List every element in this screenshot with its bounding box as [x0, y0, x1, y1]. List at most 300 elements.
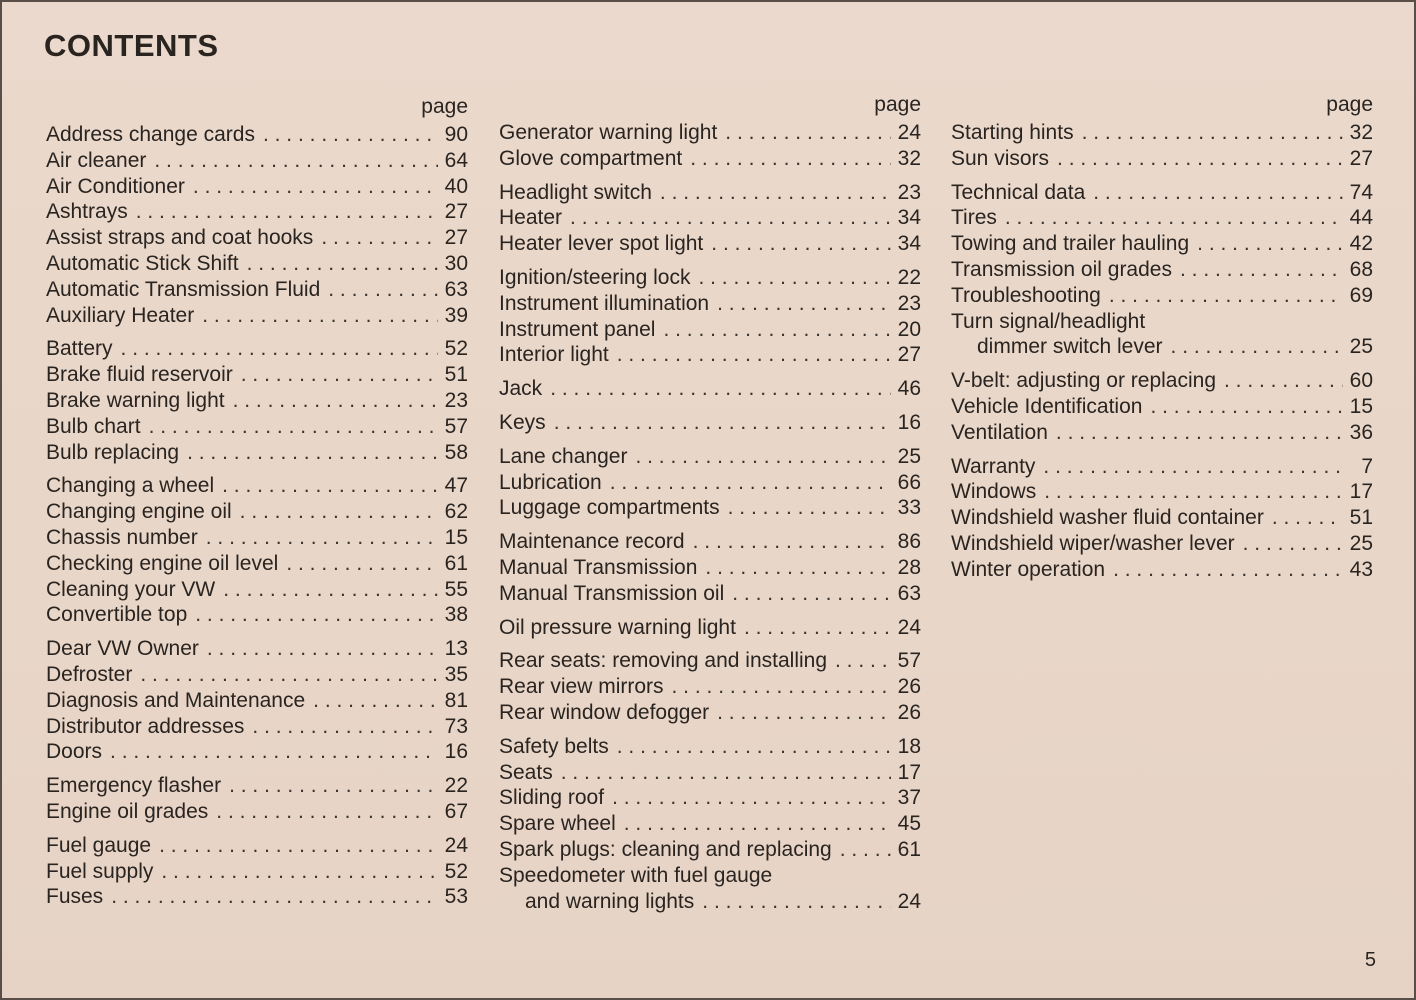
dot-leader	[663, 317, 891, 343]
entry-page: 33	[897, 496, 921, 520]
entry-label: Defroster	[46, 662, 133, 686]
dot-leader	[550, 376, 891, 402]
dot-leader	[561, 760, 891, 786]
index-entry	[499, 231, 921, 257]
entry-label: Rear seats: removing and installing	[499, 649, 828, 673]
index-entry	[46, 714, 468, 740]
index-entry	[499, 444, 921, 470]
entry-label: Windshield washer fluid container	[951, 506, 1264, 530]
index-entry	[951, 120, 1373, 146]
dot-leader	[241, 362, 438, 388]
dot-leader	[193, 174, 438, 200]
dot-leader	[732, 581, 891, 607]
entry-page: 15	[444, 525, 468, 549]
dot-leader	[1093, 180, 1343, 206]
index-entry	[499, 674, 921, 700]
index-entry	[46, 773, 468, 799]
entry-page: 27	[1349, 146, 1373, 170]
index-entry	[951, 257, 1373, 283]
entry-group	[499, 180, 921, 257]
entry-label: Automatic Stick Shift	[46, 251, 239, 275]
entry-page: 22	[444, 774, 468, 798]
index-entry	[499, 837, 921, 863]
index-entry	[951, 368, 1373, 394]
entry-label: Ventilation	[951, 420, 1048, 444]
index-entry	[499, 205, 921, 231]
entry-page: 24	[897, 121, 921, 144]
entry-label: Interior light	[499, 343, 609, 367]
entry-label: Auxiliary Heater	[46, 303, 195, 327]
entry-label: Brake fluid reservoir	[46, 363, 233, 387]
dot-leader	[570, 205, 891, 231]
index-entry	[499, 555, 921, 581]
dot-leader	[159, 833, 438, 859]
dot-leader	[660, 180, 891, 206]
entry-label: Assist straps and coat hooks	[46, 226, 314, 250]
index-entry	[499, 265, 921, 291]
index-entry	[46, 336, 468, 362]
dot-leader	[1056, 420, 1343, 446]
index-entry	[46, 688, 468, 714]
dot-leader	[554, 410, 891, 436]
page-column-header: page	[1326, 93, 1373, 116]
index-entry	[499, 342, 921, 368]
entry-label: V-belt: adjusting or replacing	[951, 369, 1216, 393]
entry-label: Safety belts	[499, 734, 609, 758]
entry-label: Maintenance record	[499, 530, 685, 554]
entry-label: Windows	[951, 480, 1037, 504]
entry-label: Instrument panel	[499, 317, 656, 341]
entry-page: 53	[444, 885, 468, 909]
entry-group	[499, 648, 921, 725]
index-entry	[951, 557, 1373, 583]
entry-label: Air Conditioner	[46, 174, 185, 198]
entry-page: 17	[1349, 480, 1373, 504]
contents-column-2	[499, 92, 921, 922]
index-entry	[46, 440, 468, 466]
entry-page: 52	[444, 337, 468, 361]
entry-page: 51	[1349, 506, 1373, 530]
entry-page: 51	[444, 363, 468, 387]
entry-page: 60	[1349, 369, 1373, 393]
page-column-header: page	[874, 93, 921, 116]
entry-label: Vehicle Identification	[951, 394, 1143, 418]
index-entry	[46, 148, 468, 174]
dot-leader	[1082, 120, 1343, 146]
entry-group	[46, 773, 468, 825]
entry-page: 25	[1349, 531, 1373, 555]
entry-page: 15	[1349, 394, 1373, 418]
dot-leader	[711, 231, 891, 257]
dot-leader	[263, 122, 438, 148]
dot-leader	[717, 291, 891, 317]
entry-label: Changing engine oil	[46, 500, 232, 524]
dot-leader	[1057, 146, 1343, 172]
entry-label: Rear view mirrors	[499, 675, 664, 699]
entry-page: 68	[1349, 257, 1373, 281]
entry-page: 26	[897, 675, 921, 699]
entry-page: 27	[444, 200, 468, 224]
entry-group	[499, 529, 921, 606]
entry-page: 62	[444, 500, 468, 524]
entry-page: 16	[897, 410, 921, 434]
entry-label: Spare wheel	[499, 812, 616, 836]
entry-page: 18	[897, 734, 921, 758]
index-entry	[46, 473, 468, 499]
dot-leader	[702, 889, 891, 915]
entry-group	[46, 636, 468, 765]
index-entry	[46, 884, 468, 910]
entry-page: 61	[897, 837, 921, 861]
dot-leader	[216, 799, 438, 825]
dot-leader	[313, 688, 438, 714]
entry-page: 66	[897, 470, 921, 494]
index-entry	[46, 414, 468, 440]
entry-group	[951, 180, 1373, 361]
entry-label: Headlight switch	[499, 180, 652, 204]
dot-leader	[1272, 505, 1343, 531]
dot-leader	[321, 225, 438, 251]
index-entry	[951, 205, 1373, 231]
entry-page: 27	[444, 226, 468, 250]
entry-label: Rear window defogger	[499, 700, 710, 724]
dot-leader	[149, 414, 438, 440]
entry-page: 63	[897, 581, 921, 605]
index-entry	[951, 505, 1373, 531]
index-entry	[46, 662, 468, 688]
entry-label: Oil pressure warning light	[499, 615, 736, 639]
entry-page: 81	[444, 688, 468, 712]
entry-label: Sliding roof	[499, 786, 605, 810]
contents-column-1	[46, 94, 468, 918]
entry-label: Turn signal/headlight	[951, 309, 1146, 333]
entry-page: 26	[897, 700, 921, 724]
index-entry	[499, 120, 921, 146]
index-entry	[499, 291, 921, 317]
entry-page: 35	[444, 662, 468, 686]
entry-label: Tires	[951, 206, 997, 230]
dot-leader	[121, 336, 438, 362]
page-number: 5	[1364, 949, 1376, 971]
entry-group	[951, 454, 1373, 583]
entry-label: Distributor addresses	[46, 714, 245, 738]
index-entry	[499, 615, 921, 641]
entry-page: 34	[897, 206, 921, 230]
index-entry	[499, 529, 921, 555]
dot-leader	[286, 551, 438, 577]
entry-page: 45	[897, 812, 921, 836]
dot-leader	[140, 662, 438, 688]
index-entry	[499, 376, 921, 402]
entry-group	[46, 833, 468, 910]
entry-group	[951, 120, 1373, 172]
entry-label: Speedometer with fuel gauge	[499, 863, 773, 887]
index-entry	[499, 410, 921, 436]
index-entry	[46, 799, 468, 825]
index-entry	[46, 525, 468, 551]
entry-label: Generator warning light	[499, 121, 718, 144]
entry-label: Cleaning your VW	[46, 577, 216, 601]
entry-label: Keys	[499, 410, 546, 434]
dot-leader	[1180, 257, 1343, 283]
index-entry	[499, 495, 921, 521]
entry-page: 17	[897, 760, 921, 784]
index-entry	[46, 122, 468, 148]
dot-leader	[1197, 231, 1343, 257]
entry-label: Fuses	[46, 885, 104, 909]
entry-page: 25	[1349, 335, 1373, 359]
index-entry	[46, 833, 468, 859]
entry-page: 44	[1349, 206, 1373, 230]
index-entry	[46, 199, 468, 225]
entry-label: Manual Transmission	[499, 555, 698, 579]
page-column-header: page	[421, 95, 468, 118]
entry-label: Brake warning light	[46, 388, 225, 412]
index-entry	[499, 760, 921, 786]
dot-leader	[1113, 557, 1343, 583]
dot-leader	[717, 700, 891, 726]
index-entry	[499, 581, 921, 607]
index-entry	[46, 251, 468, 277]
entry-label: Fuel gauge	[46, 833, 152, 857]
entry-label: and warning lights	[525, 889, 695, 913]
dot-leader	[222, 473, 438, 499]
dot-leader	[233, 388, 438, 414]
dot-leader	[1109, 283, 1343, 309]
entry-page: 69	[1349, 283, 1373, 307]
index-entry	[499, 889, 921, 915]
entry-label: Warranty	[951, 454, 1036, 478]
dot-leader	[247, 251, 438, 277]
entry-page: 24	[444, 833, 468, 857]
entry-page: 28	[897, 555, 921, 579]
entry-page: 25	[897, 444, 921, 468]
entry-page: 38	[444, 603, 468, 627]
entry-label: Chassis number	[46, 525, 198, 549]
dot-leader	[154, 148, 438, 174]
entry-group	[499, 265, 921, 368]
index-entry	[46, 303, 468, 329]
entry-label: Dear VW Owner	[46, 637, 199, 661]
dot-leader	[617, 342, 891, 368]
index-entry	[951, 283, 1373, 309]
dot-leader	[672, 674, 891, 700]
entry-group	[951, 368, 1373, 445]
dot-leader	[136, 199, 438, 225]
index-entry	[499, 146, 921, 172]
entry-label: Instrument illumination	[499, 291, 710, 315]
entry-label: Ignition/steering lock	[499, 265, 691, 289]
entry-page: 13	[444, 637, 468, 661]
dot-leader	[195, 602, 438, 628]
entry-label: Doors	[46, 740, 103, 764]
index-entry	[46, 362, 468, 388]
dot-leader	[111, 884, 438, 910]
dot-leader	[1171, 334, 1343, 360]
entry-page: 42	[1349, 232, 1373, 256]
entry-label: Seats	[499, 760, 553, 784]
dot-leader	[1224, 368, 1343, 394]
dot-leader	[610, 470, 891, 496]
entry-page: 30	[444, 251, 468, 275]
entry-page: 52	[444, 859, 468, 883]
index-entry	[46, 388, 468, 414]
entry-label: Heater lever spot light	[499, 232, 704, 256]
entry-page: 32	[1349, 121, 1373, 144]
dot-leader	[229, 773, 438, 799]
dot-leader	[207, 636, 438, 662]
dot-leader	[1043, 454, 1343, 480]
contents-column-3	[951, 92, 1373, 591]
index-entry	[951, 146, 1373, 172]
entry-page: 43	[1349, 557, 1373, 581]
entry-label: Lubrication	[499, 470, 602, 494]
dot-leader	[840, 837, 891, 863]
entry-page: 90	[444, 123, 468, 146]
entry-label: Glove compartment	[499, 146, 683, 170]
index-entry	[46, 277, 468, 303]
entry-label: Bulb chart	[46, 414, 141, 438]
entry-group	[499, 376, 921, 402]
dot-leader	[328, 277, 438, 303]
entry-label: dimmer switch lever	[977, 335, 1163, 359]
dot-leader	[635, 444, 891, 470]
entry-group	[46, 122, 468, 328]
dot-leader	[612, 785, 891, 811]
entry-label: Address change cards	[46, 123, 255, 146]
dot-leader	[624, 811, 891, 837]
entry-label: Fuel supply	[46, 859, 154, 883]
index-entry	[499, 734, 921, 760]
dot-leader	[223, 577, 438, 603]
entry-label: Air cleaner	[46, 148, 147, 172]
entry-page: 20	[897, 317, 921, 341]
dot-leader	[705, 555, 891, 581]
entry-page: 47	[444, 474, 468, 498]
dot-leader	[202, 303, 438, 329]
dot-leader	[693, 529, 891, 555]
entry-group	[46, 473, 468, 628]
index-entry	[499, 470, 921, 496]
index-entry	[499, 700, 921, 726]
entry-page: 16	[444, 740, 468, 764]
entry-page: 24	[897, 615, 921, 639]
entry-page: 55	[444, 577, 468, 601]
index-entry	[46, 499, 468, 525]
entry-label: Luggage compartments	[499, 496, 720, 520]
entry-label: Convertible top	[46, 603, 188, 627]
entry-page: 27	[897, 343, 921, 367]
index-entry	[951, 454, 1373, 480]
entry-group	[499, 734, 921, 915]
entry-group	[499, 410, 921, 436]
dot-leader	[744, 615, 891, 641]
entry-label: Towing and trailer hauling	[951, 232, 1190, 256]
entry-label: Winter operation	[951, 557, 1106, 581]
entry-page: 23	[897, 291, 921, 315]
index-entry	[499, 811, 921, 837]
entry-label: Windshield wiper/washer lever	[951, 531, 1235, 555]
index-entry	[499, 180, 921, 206]
entry-page: 64	[444, 148, 468, 172]
entry-label: Emergency flasher	[46, 774, 222, 798]
dot-leader	[725, 120, 891, 146]
entry-page: 23	[897, 180, 921, 204]
index-entry	[951, 231, 1373, 257]
entry-page: 58	[444, 440, 468, 464]
entry-group	[499, 615, 921, 641]
entry-label: Troubleshooting	[951, 283, 1101, 307]
dot-leader	[252, 714, 438, 740]
entry-page: 22	[897, 265, 921, 289]
index-entry	[46, 602, 468, 628]
entry-label: Engine oil grades	[46, 799, 209, 823]
entry-page: 32	[897, 146, 921, 170]
entry-label: Bulb replacing	[46, 440, 180, 464]
entry-label: Spark plugs: cleaning and replacing	[499, 837, 832, 861]
entry-page: 73	[444, 714, 468, 738]
dot-leader	[690, 146, 891, 172]
dot-leader	[161, 859, 438, 885]
dot-leader	[835, 648, 891, 674]
index-entry	[46, 551, 468, 577]
index-entry	[951, 180, 1373, 206]
index-entry	[499, 648, 921, 674]
dot-leader	[1150, 394, 1343, 420]
entry-page: 74	[1349, 180, 1373, 204]
entry-page: 39	[444, 303, 468, 327]
entry-label: Starting hints	[951, 121, 1074, 144]
entry-page: 63	[444, 277, 468, 301]
index-entry	[46, 636, 468, 662]
entry-label: Manual Transmission oil	[499, 581, 725, 605]
entry-page: 46	[897, 377, 921, 401]
index-entry	[951, 334, 1373, 360]
index-entry	[499, 317, 921, 343]
dot-leader	[698, 265, 891, 291]
entry-page: 36	[1349, 420, 1373, 444]
index-entry	[951, 420, 1373, 446]
dot-leader	[1005, 205, 1343, 231]
index-entry	[499, 785, 921, 811]
page-title: CONTENTS	[44, 28, 219, 63]
index-entry	[951, 479, 1373, 505]
entry-page: 23	[444, 388, 468, 412]
dot-leader	[1243, 531, 1343, 557]
entry-page: 86	[897, 530, 921, 554]
entry-label: Transmission oil grades	[951, 257, 1172, 281]
entry-page: 57	[897, 649, 921, 673]
dot-leader	[206, 525, 438, 551]
entry-label: Technical data	[951, 180, 1086, 204]
index-entry	[951, 394, 1373, 420]
entry-group	[499, 444, 921, 521]
dot-leader	[187, 440, 438, 466]
entry-page: 24	[897, 889, 921, 913]
index-entry	[46, 859, 468, 885]
entry-page: 61	[444, 551, 468, 575]
entry-page: 57	[444, 414, 468, 438]
entry-page: 34	[897, 232, 921, 256]
dot-leader	[240, 499, 438, 525]
dot-leader	[617, 734, 891, 760]
index-entry	[46, 225, 468, 251]
entry-label: Ashtrays	[46, 200, 128, 224]
entry-label: Automatic Transmission Fluid	[46, 277, 321, 301]
entry-group	[499, 120, 921, 172]
dot-leader	[728, 495, 891, 521]
entry-label: Changing a wheel	[46, 474, 215, 498]
